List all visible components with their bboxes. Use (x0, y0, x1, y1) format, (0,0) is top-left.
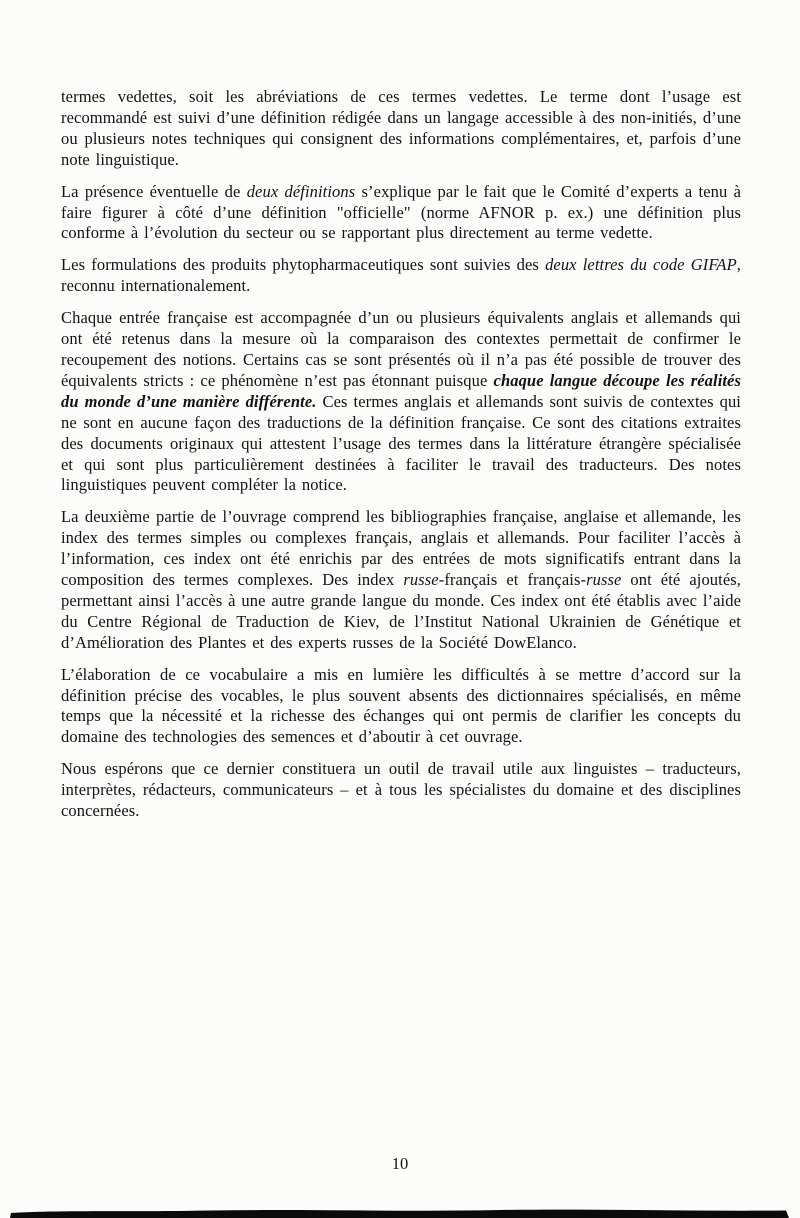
paragraph (61, 87, 741, 171)
text-run: Les formulations des produits phytopharmaceutiques sont suivies des (61, 255, 546, 275)
text-run: L’élaboration de ce vocabulaire a mis en lumière les difficultés à se mettre d’accord sur la définition précise des vocables, le plus souvent absents des dictionnaires spécialisés, en même temps que la nécessité et la richesse des échanges qui ont permis de clarifier les concepts du domaine des technologies des semences et d’aboutir à cet ouvrage. (61, 664, 741, 747)
paragraph (61, 182, 741, 245)
text-run-italic: deux lettres du code GIFAP (545, 255, 737, 275)
text-run: ont été ajoutés, permettant ainsi l’accès à une autre grande langue du monde. Ces index ont été établis avec l’aide du Centre Régional de Traduction de Kiev, de l’Institut National Ukrainien de Génétique et d’Amélioration des Plantes et des experts russes de la Société DowElanco. (61, 570, 742, 652)
document-body (61, 87, 741, 833)
paragraph (61, 665, 741, 749)
text-run-italic: russe (403, 570, 439, 590)
text-run: -français et français- (438, 570, 587, 590)
paragraph (61, 507, 741, 653)
text-run: Nous espérons que ce dernier constituera un outil de travail utile aux linguistes – traducteurs, interprètes, rédacteurs, communicateurs – et à tous les spécialistes du domaine et des disciplines concernées. (61, 759, 741, 821)
text-run: Chaque entrée française est accompagnée d’un ou plusieurs équivalents anglais et allemands qui ont été retenus dans la mesure où la comparaison des contextes permettait de confirmer le recoupement des notions. Certains cas se sont présentés où il n’a pas été possible de trouver des équivalents stricts : ce phénomène n’est pas étonnant puisque (61, 308, 741, 390)
text-run-bold-italic: chaque langue découpe les réalités du monde d’une manière différente. (61, 370, 742, 411)
text-run-italic: deux définitions (246, 181, 356, 201)
scan-edge-artifact (0, 1204, 800, 1218)
paragraph (61, 255, 741, 297)
paragraph (61, 759, 741, 822)
paragraph (61, 308, 741, 496)
text-run: s’explique par le fait que le Comité d’experts a tenu à faire figurer à côté d’une définition "officielle" (norme AFNOR p. ex.) une définition plus conforme à l’évolution du secteur ou se rapportant plus directement au terme vedette. (61, 181, 742, 243)
text-run: termes vedettes, soit les abréviations de ces termes vedettes. Le terme dont l’usage est recommandé est suivi d’une définition rédigée dans un langage accessible à des non-initiés, d’une ou plusieurs notes techniques qui consignent des informations complémentaires, et, parfois d’une note linguistique. (61, 87, 741, 169)
page-number: 10 (391, 1154, 409, 1173)
text-run: , reconnu internationalement. (61, 255, 742, 296)
text-run: La deuxième partie de l’ouvrage comprend les bibliographies française, anglaise et allemande, les index des termes simples ou complexes français, anglais et allemands. Pour faciliter l’accès à l’information, ces index ont été enrichis par des entrées de mots significatifs entrant dans la composition des termes complexes. Des index (61, 507, 741, 590)
text-run: La présence éventuelle de (61, 181, 247, 201)
text-run: Ces termes anglais et allemands sont suivis de contextes qui ne sont en aucune façon des traductions de la définition française. Ce sont des citations extraites des documents originaux qui attestent l’usage des termes dans la littérature étrangère spécialisée et qui sont plus particulièrement destinées à faciliter le travail des traducteurs. Des notes linguistiques peuvent compléter la notice. (61, 391, 741, 495)
text-run-italic: russe (586, 570, 622, 590)
